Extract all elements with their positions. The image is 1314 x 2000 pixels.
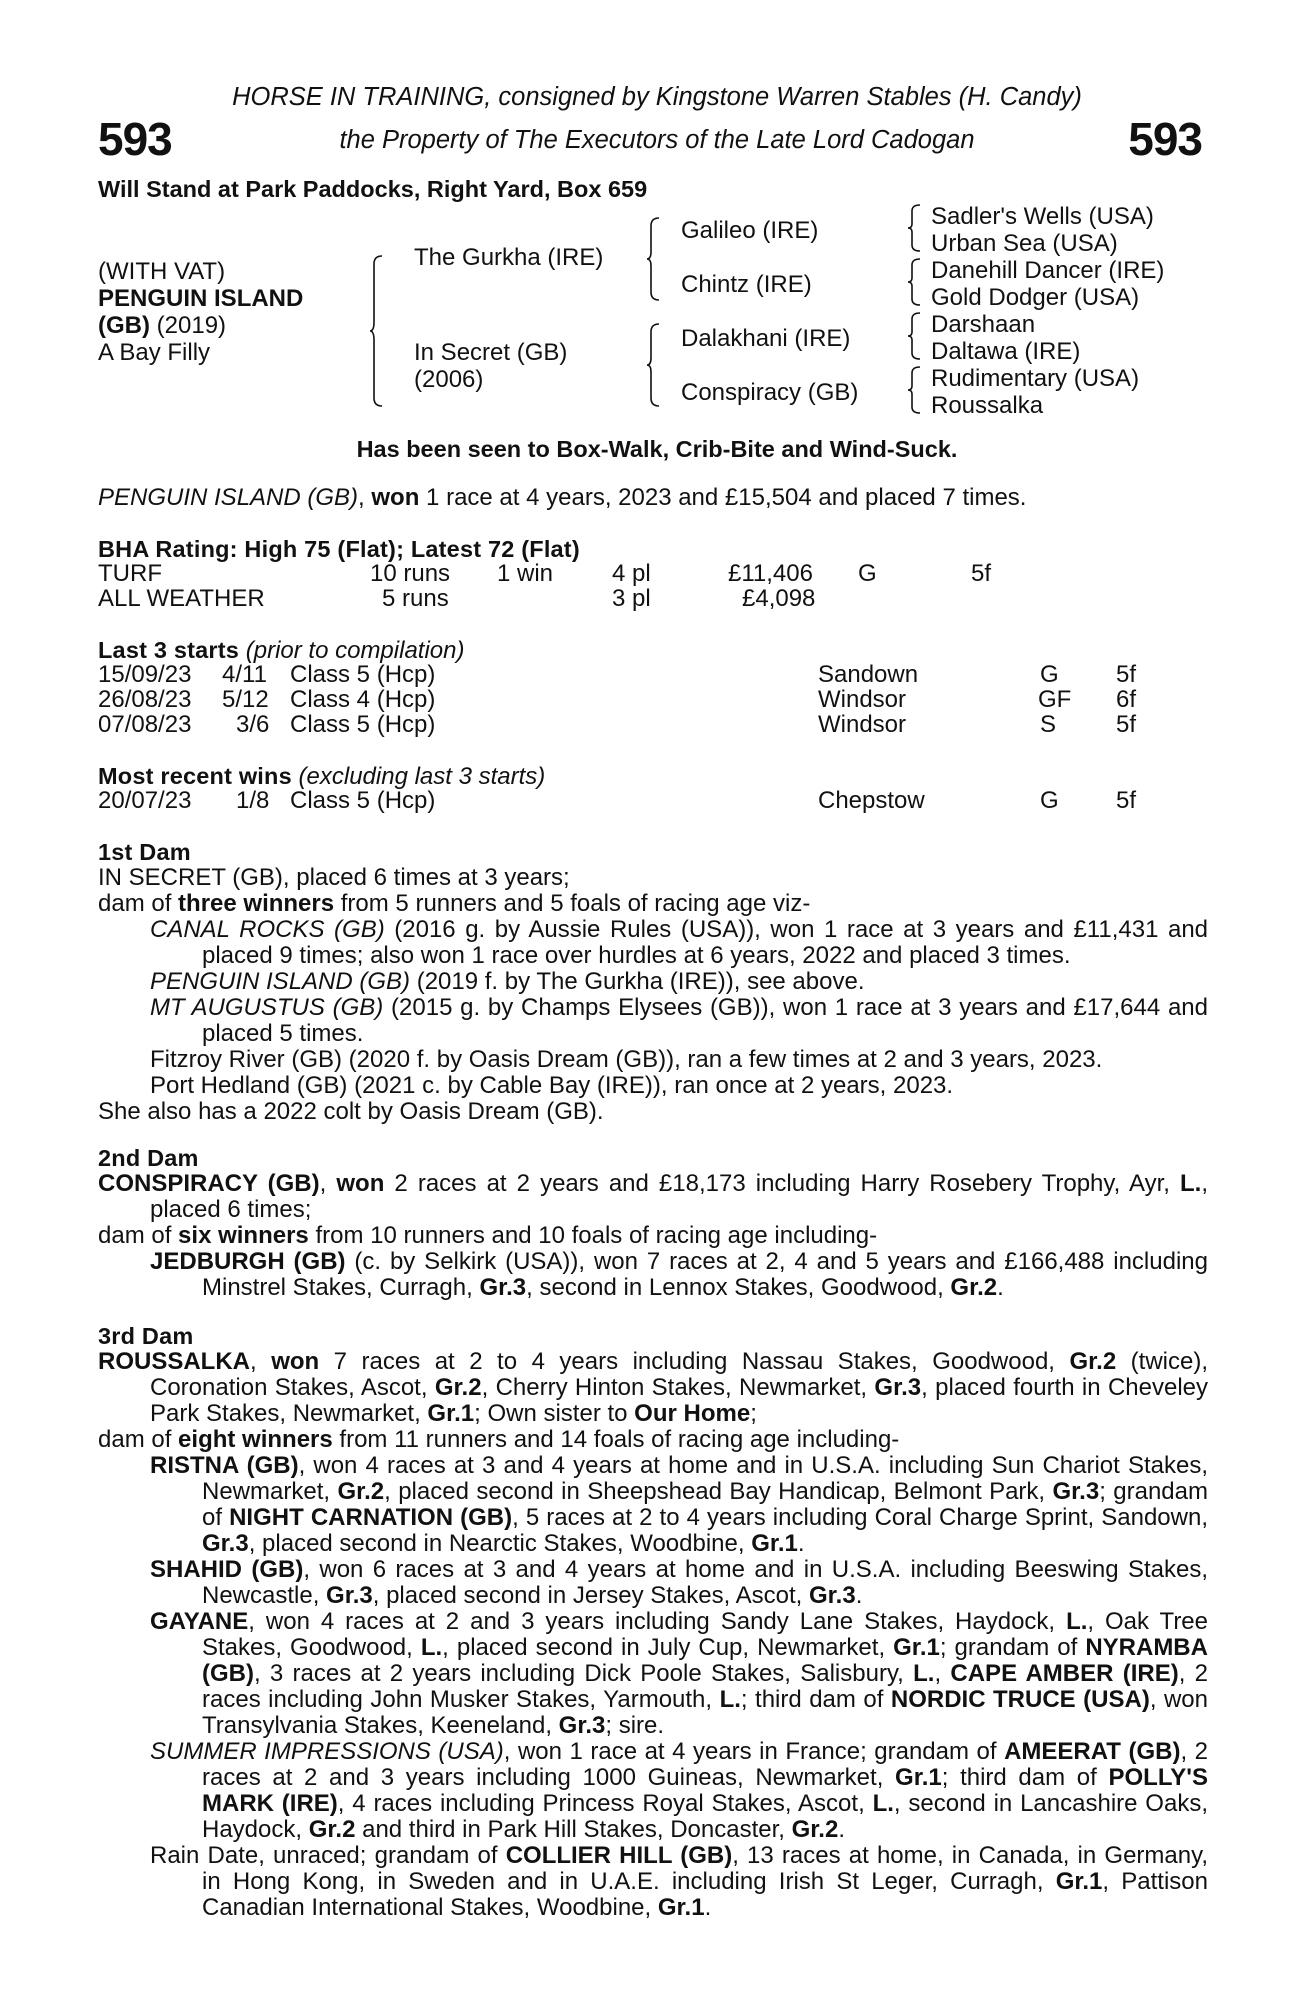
lot-number-left: 593 [98, 113, 172, 165]
vices-notice: Has been seen to Box-Walk, Crib-Bite and Wind-Suck. [356, 436, 958, 462]
consignor-line: HORSE IN TRAINING, consigned by Kingstone Warren Stables (H. Candy) [232, 83, 1082, 111]
grandparent-4: Conspiracy (GB) [681, 379, 859, 406]
race-summary: PENGUIN ISLAND (GB), won 1 race at 4 years, 2023 and £15,504 and placed 7 times. [98, 484, 1027, 511]
great-grandparent-3: Danehill Dancer (IRE) [931, 257, 1165, 284]
grandparent-2: Chintz (IRE) [681, 271, 812, 298]
bracket-gen3-3 [908, 313, 922, 359]
lot-number-right: 593 [1128, 113, 1202, 165]
bracket-gen3-1 [908, 205, 922, 251]
great-grandparent-4: Gold Dodger (USA) [931, 284, 1140, 311]
bracket-gen1 [370, 256, 384, 406]
bha-rating: BHA Rating: High 75 (Flat); Latest 72 (Flat) [98, 536, 580, 562]
recent-wins-title: Most recent wins (excluding last 3 starts) [98, 763, 546, 790]
great-grandparent-8: Roussalka [931, 392, 1044, 419]
first-dam-section: 1st Dam IN SECRET (GB), placed 6 times at 3 years; dam of three winners from 5 runners and 5 foals of racing age viz- CANAL ROCKS (GB) (2016 g. by Aussie Rules (USA)), won 1 race at 3 years and £11,431 and placed 9 times; also won 1 race over hurdles at 6 years, 2022 and placed 3 times. PENGUIN ISLAND (GB) (2019 f. by The Gurkha (IRE)), see above. MT AUGUSTUS (GB) (2015 g. by Champs Elysees (GB)), won 1 race at 3 years and £17,644 and placed 5 times. Fitzroy River (GB) (2020 f. by Oasis Dream (GB)), ran a few times at 2 and 3 years, 2023. Port Hedland (GB) (2021 c. by Cable Bay (IRE)), ran once at 2 years, 2023. She also has a 2022 colt by Oasis Dream (GB). [98, 839, 1209, 1125]
second-dam-section: 2nd Dam CONSPIRACY (GB), won 2 races at 2 years and £18,173 including Harry Rosebery Trophy, Ayr, L., placed 6 times; dam of six winners from 10 runners and 10 foals of racing age including- JEDBURGH (GB) (c. by Selkirk (USA)), won 7 races at 2, 4 and 5 years and £166,488 including Minstrel Stakes, Curragh, Gr.3, second in Lennox Stakes, Goodwood, Gr.2. [98, 1145, 1208, 1301]
sire: The Gurkha (IRE) [414, 244, 604, 271]
third-dam-section: 3rd Dam ROUSSALKA, won 7 races at 2 to 4 years including Nassau Stakes, Goodwood, Gr.2 (twice), Coronation Stakes, Ascot, Gr.2, Cherry Hinton Stakes, Newmarket, Gr.3, placed fourth in Cheveley Park Stakes, Newmarket, Gr.1; Own sister to Our Home; dam of eight winners from 11 runners and 14 foals of racing age including- RISTNA (GB), won 4 races at 3 and 4 years at home and in U.S.A. including Sun Chariot Stakes, Newmarket, Gr.2, placed second in Sheepshead Bay Handicap, Belmont Park, Gr.3; grandam of NIGHT CARNATION (GB), 5 races at 2 to 4 years including Coral Charge Sprint, Sandown, Gr.3, placed second in Nearctic Stakes, Woodbine, Gr.1. SHAHID (GB), won 6 races at 3 and 4 years at home and in U.S.A. including Beeswing Stakes, Newcastle, Gr.3, placed second in Jersey Stakes, Ascot, Gr.3. GAYANE, won 4 races at 2 and 3 years including Sandy Lane Stakes, Haydock, L., Oak Tree Stakes, Goodwood, L., placed second in July Cup, Newmarket, Gr.1; grandam of NYRAMBA (GB), 3 races at 2 years including Dick Poole Stakes, Salisbury, L., CAPE AMBER (IRE), 2 races including John Musker Stakes, Yarmouth, L.; third dam of NORDIC TRUCE (USA), won Transylvania Stakes, Keeneland, Gr.3; sire. SUMMER IMPRESSIONS (USA), won 1 race at 4 years in France; grandam of AMEERAT (GB), 2 races at 2 and 3 years including 1000 Guineas, Newmarket, Gr.1; third dam of POLLY'S MARK (IRE), 4 races including Princess Royal Stakes, Ascot, L., second in Lancashire Oaks, Haydock, Gr.2 and third in Park Hill Stakes, Doncaster, Gr.2. Rain Date, unraced; grandam of COLLIER HILL (GB), 13 races at home, in Canada, in Germany, in Hong Kong, in Sweden and in U.A.E. including Irish St Leger, Curragh, Gr.1, Pattison Canadian International Stakes, Woodbine, Gr.1. [98, 1323, 1209, 1921]
great-grandparent-5: Darshaan [931, 311, 1036, 338]
progeny-gayane: GAYANE, won 4 races at 2 and 3 years including Sandy Lane Stakes, Haydock, L., Oak Tree Stakes, Goodwood, L., placed second in July Cup, Newmarket, Gr.1; grandam of NYRAMBA (GB), 3 races at 2 years including Dick Poole Stakes, Salisbury, L., CAPE AMBER (IRE), 2 races including John Musker Stakes, Yarmouth, L.; third dam of NORDIC TRUCE (USA), won Transylvania Stakes, Keeneland, Gr.3; sire. [150, 1608, 1209, 1739]
progeny-rain-date: Rain Date, unraced; grandam of COLLIER HILL (GB), 13 races at home, in Canada, in Germany, in Hong Kong, in Sweden and in U.A.E. including Irish St Leger, Curragh, Gr.1, Pattison Canadian International Stakes, Woodbine, Gr.1. [150, 1842, 1208, 1921]
progeny-summer-impressions: SUMMER IMPRESSIONS (USA), won 1 race at 4 years in France; grandam of AMEERAT (GB), 2 races at 2 and 3 years including 1000 Guineas, Newmarket, Gr.1; third dam of POLLY'S MARK (IRE), 4 races including Princess Royal Stakes, Ascot, L., second in Lancashire Oaks, Haydock, Gr.2 and third in Park Hill Stakes, Doncaster, Gr.2. [150, 1738, 1208, 1843]
section-title: 2nd Dam [98, 1145, 199, 1171]
bracket-gen2-dam [647, 324, 661, 406]
great-grandparent-1: Sadler's Wells (USA) [931, 203, 1154, 230]
section-title: 1st Dam [98, 839, 191, 865]
grandparent-3: Dalakhani (IRE) [681, 325, 851, 352]
vat-label: (WITH VAT) [98, 258, 226, 285]
great-grandparent-6: Daltawa (IRE) [931, 338, 1081, 365]
horse-year: (2019) [149, 312, 227, 339]
horse-name: PENGUIN ISLAND [98, 285, 304, 312]
location-line: Will Stand at Park Paddocks, Right Yard, Box 659 [98, 176, 648, 202]
bracket-gen2-sire [647, 218, 661, 300]
horse-origin: (GB) [98, 312, 150, 339]
last-starts-title: Last 3 starts (prior to compilation) [98, 637, 465, 664]
section-title: 3rd Dam [98, 1323, 194, 1349]
progeny-ristna: RISTNA (GB), won 4 races at 3 and 4 years at home and in U.S.A. including Sun Chariot Stakes, Newmarket, Gr.2, placed second in Sheepshead Bay Handicap, Belmont Park, Gr.3; grandam of NIGHT CARNATION (GB), 5 races at 2 to 4 years including Coral Charge Sprint, Sandown, Gr.3, placed second in Nearctic Stakes, Woodbine, Gr.1. [150, 1452, 1208, 1557]
property-line: the Property of The Executors of the Late Lord Cadogan [339, 126, 975, 154]
bracket-gen3-4 [908, 367, 922, 413]
dam-year: (2006) [414, 366, 484, 393]
grandparent-1: Galileo (IRE) [681, 217, 819, 244]
progeny-shahid: SHAHID (GB), won 6 races at 3 and 4 years at home and in U.S.A. including Beeswing Stakes, Newcastle, Gr.3, placed second in Jersey Stakes, Ascot, Gr.3. [150, 1556, 1209, 1609]
great-grandparent-2: Urban Sea (USA) [931, 230, 1118, 257]
great-grandparent-7: Rudimentary (USA) [931, 365, 1140, 392]
bracket-gen3-2 [908, 259, 922, 305]
horse-info [98, 258, 303, 366]
dam: In Secret (GB) [414, 339, 568, 366]
horse-desc: A Bay Filly [98, 339, 211, 366]
